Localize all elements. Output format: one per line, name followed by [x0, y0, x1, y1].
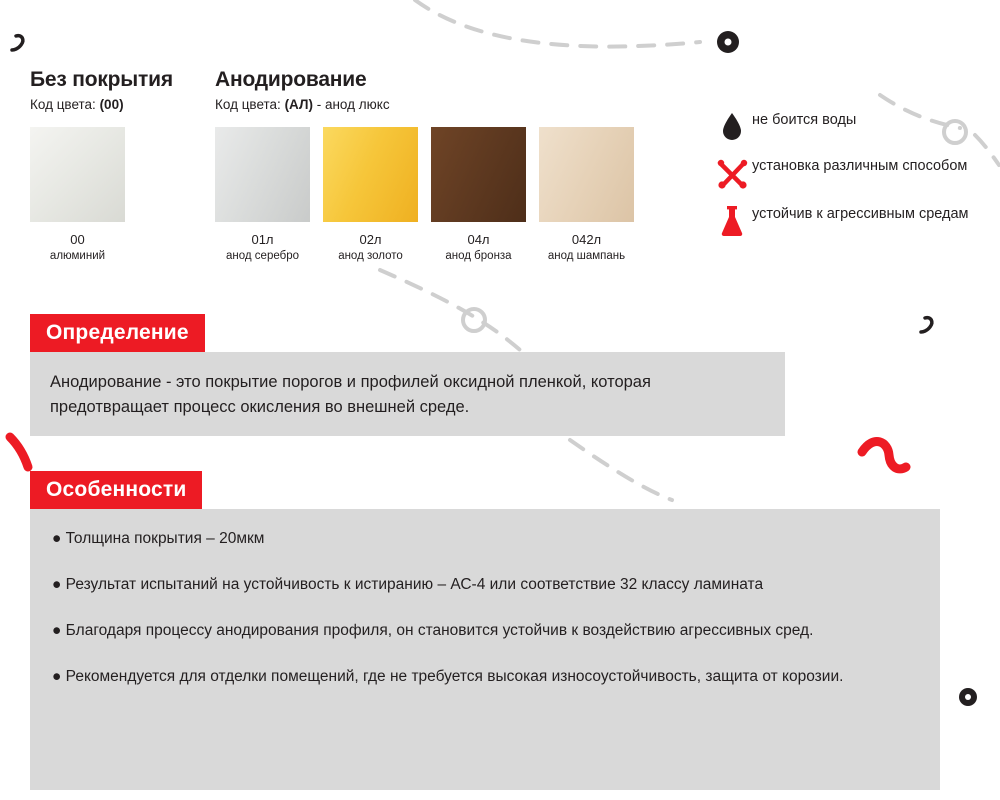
swatch-item[interactable] — [539, 127, 634, 262]
swatch-group-anodized — [215, 68, 647, 262]
group-subtitle-prefix: Код цвета: — [215, 97, 285, 112]
swatch-item[interactable] — [215, 127, 310, 262]
swatch-code: 01л — [251, 232, 274, 247]
specifics-item: ● Благодаря процессу анодирования профиля, он становится устойчив к воздействию агрессивных сред. — [52, 622, 814, 640]
swatch-chip-04l — [431, 127, 526, 222]
swatch-name: анод шампань — [547, 250, 626, 262]
swatch-chip-00 — [30, 127, 125, 222]
swatch-code: 00 — [70, 232, 85, 247]
specifics-item: ● Толщина покрытия – 20мкм — [52, 530, 265, 547]
swatch-name: анод золото — [338, 250, 403, 262]
group-subtitle-code: (АЛ) — [284, 97, 313, 112]
flask-icon — [712, 204, 752, 238]
swatch-code: 042л — [571, 232, 602, 247]
feature-text: не боится воды — [752, 112, 857, 128]
group-title: Без покрытия — [30, 68, 173, 91]
swatch-name: анод серебро — [226, 250, 299, 262]
swatch-name: анод бронза — [445, 250, 512, 262]
feature-item-water — [712, 110, 992, 142]
group-title: Анодирование — [215, 68, 367, 91]
feature-item-install — [712, 156, 992, 190]
swatch-chip-02l — [323, 127, 418, 222]
group-subtitle-prefix: Код цвета: — [30, 97, 100, 112]
swatch-code: 02л — [359, 232, 382, 247]
swatch-item[interactable] — [431, 127, 526, 262]
swatch-item[interactable] — [323, 127, 418, 262]
specifics-body — [30, 509, 940, 790]
water-drop-icon — [712, 110, 752, 142]
specifics-heading: Особенности — [30, 471, 202, 511]
swatch-code: 04л — [467, 232, 490, 247]
group-subtitle-suffix: - анод люкс — [312, 97, 390, 112]
swatch-chip-01l — [215, 127, 310, 222]
swatch-item[interactable] — [30, 127, 125, 262]
feature-list — [712, 110, 992, 252]
group-subtitle-code: (00) — [99, 97, 124, 112]
group-subtitle — [215, 97, 647, 112]
feature-text: установка различным способом — [752, 158, 968, 174]
swatch-chip-042l — [539, 127, 634, 222]
definition-body — [30, 352, 785, 436]
feature-item-chemical — [712, 204, 992, 238]
tools-icon — [712, 156, 752, 190]
feature-text: устойчив к агрессивным средам — [752, 206, 969, 222]
specifics-item: ● Рекомендуется для отделки помещений, где не требуется высокая износоустойчивость, защита от корозии. — [52, 668, 844, 686]
group-subtitle — [30, 97, 173, 112]
swatch-row — [30, 127, 173, 262]
definition-heading: Определение — [30, 314, 205, 354]
swatch-name: алюминий — [49, 250, 106, 262]
swatch-row — [215, 127, 647, 262]
swatch-group-uncoated — [30, 68, 173, 262]
definition-text: Анодирование - это покрытие порогов и профилей оксидной пленкой, которая предотвращает процесс окисления во внешней среде. — [50, 373, 651, 416]
specifics-item: ● Результат испытаний на устойчивость к истиранию – АС-4 или соответствие 32 классу ламината — [52, 576, 764, 594]
